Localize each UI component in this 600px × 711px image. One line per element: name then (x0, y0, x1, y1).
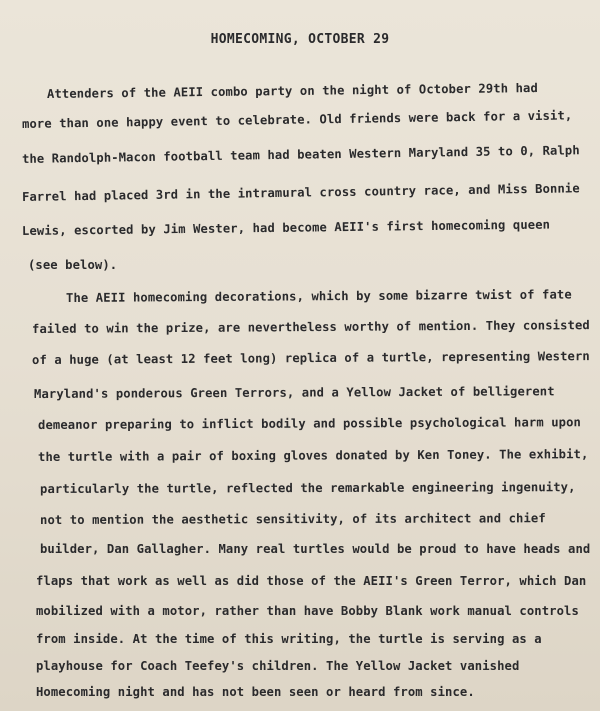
text-line: mobilized with a motor, rather than have Bobby Blank work manual controls (36, 604, 579, 618)
text-line: (see below). (28, 258, 118, 272)
text-line: Attenders of the AEII combo party on the night of October 29th had (46, 81, 538, 101)
text-line: not to mention the aesthetic sensitivity, of its architect and chief (39, 511, 546, 527)
text-line: of a huge (at least 12 feet long) replica of a turtle, representing Western (31, 349, 590, 367)
text-line: Farrel had placed 3rd in the intramural cross country race, and Miss Bonnie (21, 181, 580, 204)
text-line: particularly the turtle, reflected the remarkable engineering ingenuity, (39, 480, 576, 496)
text-line: builder, Dan Gallagher. Many real turtles would be proud to have heads and (40, 542, 591, 556)
text-line: flaps that work as well as did those of the AEII's Green Terror, which Dan (36, 574, 587, 588)
text-line: Lewis, escorted by Jim Wester, had become AEII's first homecoming queen (21, 217, 551, 238)
text-line: playhouse for Coach Teefey's children. The Yellow Jacket vanished (36, 659, 520, 673)
text-line: from inside. At the time of this writing, the turtle is serving as a (36, 632, 542, 646)
text-line: more than one happy event to celebrate. Old friends were back for a visit, (21, 108, 573, 131)
text-line: the Randolph-Macon football team had beaten Western Maryland 35 to 0, Ralph (21, 143, 580, 166)
text-line: failed to win the prize, are nevertheless worthy of mention. They consisted (31, 318, 590, 336)
text-line: demeanor preparing to inflict bodily and possible psychological harm upon (37, 415, 581, 432)
document-title: HOMECOMING, OCTOBER 29 (210, 32, 390, 47)
text-line: the turtle with a pair of boxing gloves donated by Ken Toney. The exhibit, (37, 447, 589, 464)
text-line: The AEII homecoming decorations, which by some bizarre twist of fate (65, 287, 572, 305)
text-line: Maryland's ponderous Green Terrors, and a Yellow Jacket of belligerent (33, 384, 555, 401)
text-line: Homecoming night and has not been seen or heard from since. (36, 685, 475, 699)
